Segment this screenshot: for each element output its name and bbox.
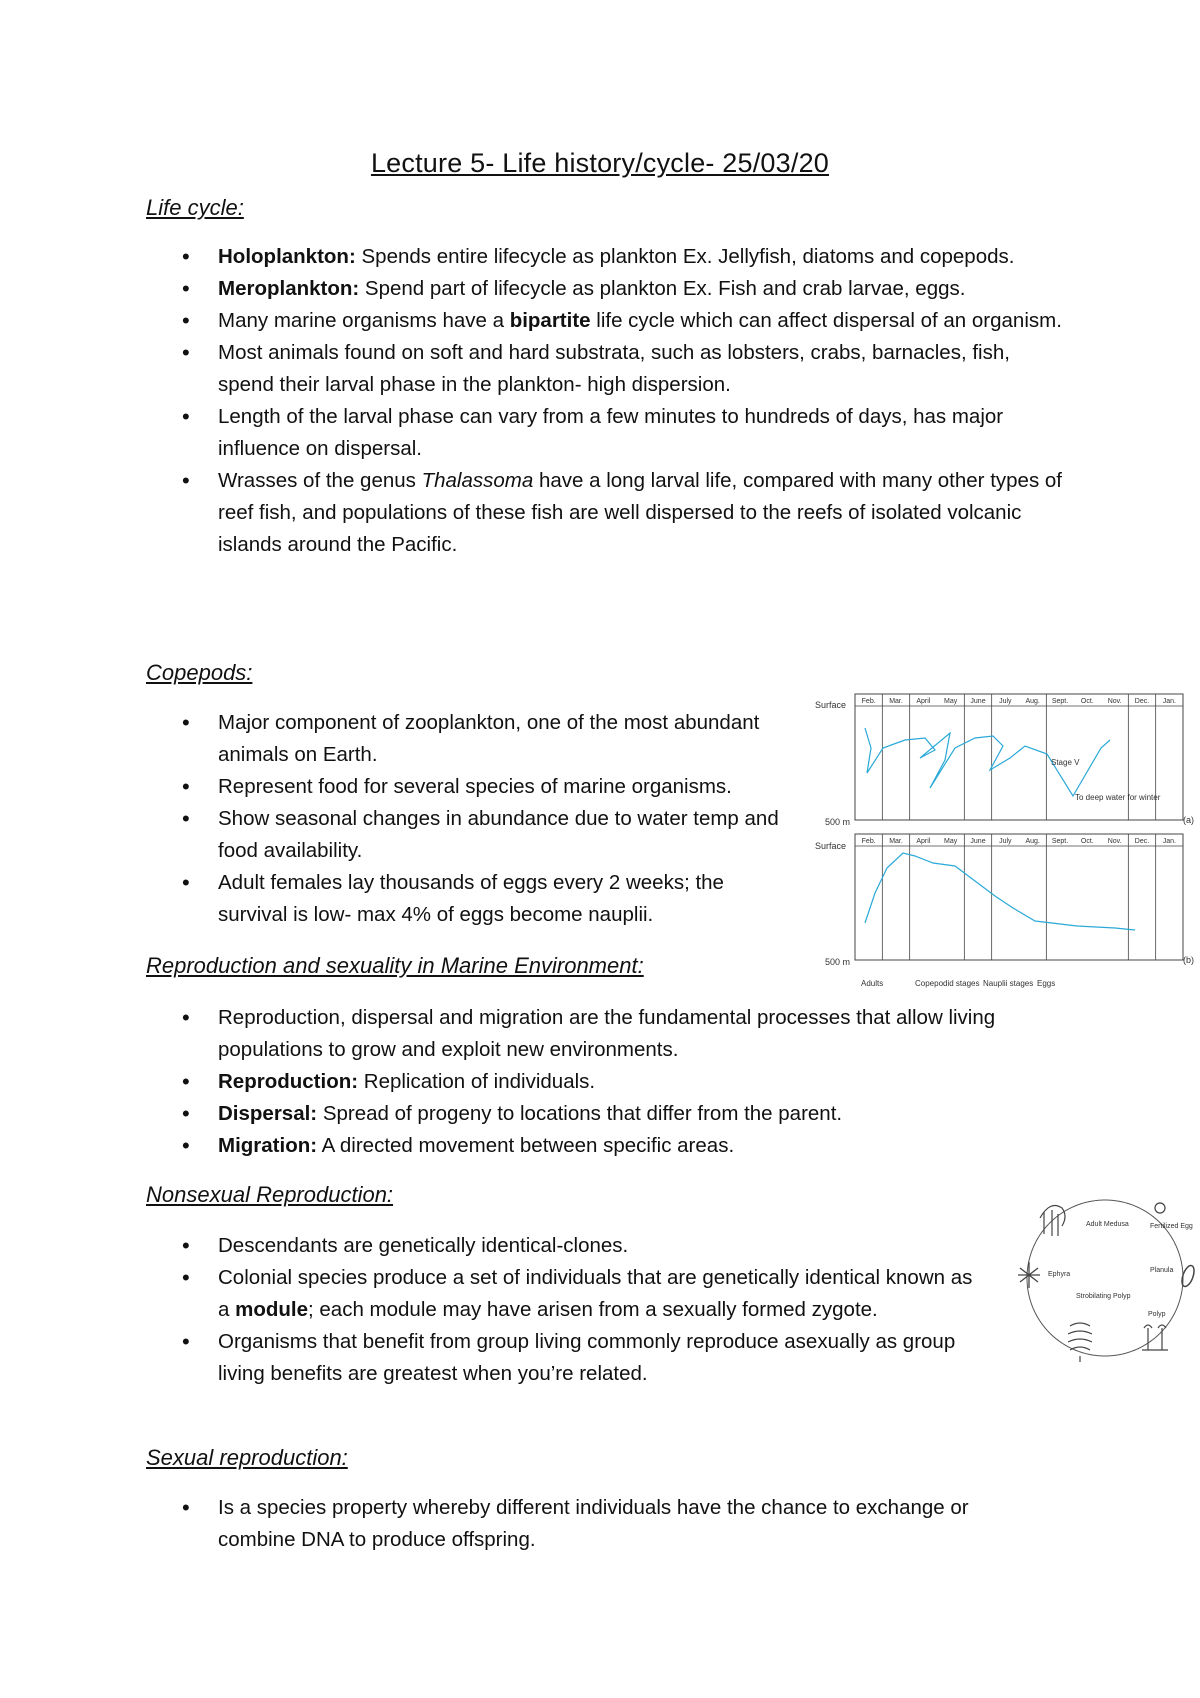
ephyra-icon xyxy=(1018,1262,1040,1288)
month-label: Jan. xyxy=(1162,838,1176,845)
month-row-b xyxy=(862,834,1176,960)
month-label: Oct. xyxy=(1080,838,1094,845)
month-label: May xyxy=(944,838,958,845)
list-item: • Length of the larval phase can vary from a few minutes to hundreds of days, has major influence on dispersal. xyxy=(146,401,1066,465)
panel-b-label: (b) xyxy=(1183,955,1194,965)
winter-label: To deep water for winter xyxy=(1075,793,1161,802)
migration-path-b xyxy=(865,853,1135,930)
list-item: • Colonial species produce a set of individuals that are genetically identical known as a module; each module may have arisen from a sexually formed zygote. xyxy=(146,1262,986,1326)
nonsexual-list xyxy=(146,1230,986,1390)
month-label: Aug. xyxy=(1025,838,1040,845)
month-label: Feb. xyxy=(861,698,876,705)
strobila-icon xyxy=(1068,1323,1092,1362)
list-item: • Represent food for several species of marine organisms. xyxy=(146,771,786,803)
month-label: April xyxy=(916,698,931,705)
sexual-list xyxy=(146,1492,1046,1556)
list-item: • Show seasonal changes in abundance due to water temp and food availability. xyxy=(146,803,786,867)
list-item: • Holoplankton: Spends entire lifecycle as plankton Ex. Jellyfish, diatoms and copepods. xyxy=(146,241,1066,273)
month-label: June xyxy=(970,838,986,845)
heading-sexual: Sexual reproduction: xyxy=(146,1445,348,1470)
month-label: Aug. xyxy=(1025,698,1040,705)
month-label: Jan. xyxy=(1162,698,1176,705)
list-item: • Is a species property whereby different individuals have the chance to exchange or combine DNA to produce offspring. xyxy=(146,1492,1046,1556)
copepods-list xyxy=(146,707,786,931)
list-item: • Descendants are genetically identical-clones. xyxy=(146,1230,986,1262)
legend-eggs: Eggs xyxy=(1037,979,1056,988)
legend-adults: Adults xyxy=(861,979,884,988)
panel-a-label: (a) xyxy=(1183,815,1194,825)
heading-reproduction: Reproduction and sexuality in Marine Environment: xyxy=(146,953,644,978)
list-item: • Adult females lay thousands of eggs every 2 weeks; the survival is low- max 4% of eggs become nauplii. xyxy=(146,867,786,931)
list-item: • Reproduction: Replication of individuals. xyxy=(146,1066,1046,1098)
list-item: • Meroplankton: Spend part of lifecycle as plankton Ex. Fish and crab larvae, eggs. xyxy=(146,273,1066,305)
legend-nauplii: Nauplii stages xyxy=(983,979,1034,988)
heading-copepods: Copepods: xyxy=(146,660,253,685)
page-title: Lecture 5- Life history/cycle- 25/03/20 xyxy=(370,148,830,178)
month-label: Nov. xyxy=(1107,838,1122,845)
list-item: • Many marine organisms have a bipartite life cycle which can affect dispersal of an organism. xyxy=(146,305,1066,337)
month-label: July xyxy=(999,698,1012,705)
month-label: Sept. xyxy=(1051,838,1069,845)
month-label: April xyxy=(916,838,931,845)
label-adult-medusa: Adult Medusa xyxy=(1086,1221,1129,1228)
panel-a xyxy=(855,694,1183,820)
heading-life-cycle: Life cycle: xyxy=(146,195,244,220)
list-item: • Most animals found on soft and hard substrata, such as lobsters, crabs, barnacles, fish, spend their larval phase in the plankton- high dispersion. xyxy=(146,337,1066,401)
label-fertilized-egg: Fertilized Egg xyxy=(1150,1223,1193,1230)
surface-label-a: Surface xyxy=(815,700,847,710)
label-ephyra: Ephyra xyxy=(1048,1271,1071,1278)
panel-b xyxy=(855,834,1183,960)
jellyfish-lifecycle-figure xyxy=(1010,1188,1200,1368)
month-label: Mar. xyxy=(889,838,903,845)
list-item: • Reproduction, dispersal and migration are the fundamental processes that allow living populations to grow and exploit new environments. xyxy=(146,1002,1046,1066)
egg-icon xyxy=(1155,1203,1165,1213)
label-polyp: Polyp xyxy=(1148,1311,1166,1318)
month-label: Dec. xyxy=(1134,698,1150,705)
depth-label-b: 500 m xyxy=(825,957,851,967)
month-label: Nov. xyxy=(1107,698,1122,705)
month-label: June xyxy=(970,698,986,705)
label-planula: Planula xyxy=(1150,1267,1174,1274)
list-item: • Organisms that benefit from group living commonly reproduce asexually as group living benefits are greatest when you’re related. xyxy=(146,1326,986,1390)
month-label: July xyxy=(999,838,1012,845)
life-cycle-list xyxy=(146,241,1066,561)
surface-label-b: Surface xyxy=(815,841,847,851)
month-label: Oct. xyxy=(1080,698,1094,705)
depth-label-a: 500 m xyxy=(825,817,851,827)
label-strobilating-polyp: Strobilating Polyp xyxy=(1076,1293,1131,1300)
month-label: Sept. xyxy=(1051,698,1069,705)
copepod-seasonal-figure xyxy=(815,688,1195,1008)
month-label: Feb. xyxy=(861,838,876,845)
month-label: May xyxy=(944,698,958,705)
reproduction-list xyxy=(146,1002,1046,1162)
list-item: • Wrasses of the genus Thalassoma have a long larval life, compared with many other types of reef fish, and populations of these fish are well dispersed to the reefs of isolated volcanic islands around the Pacific. xyxy=(146,465,1066,561)
legend-copepodid: Copepodid stages xyxy=(915,979,980,988)
list-item: • Dispersal: Spread of progeny to locations that differ from the parent. xyxy=(146,1098,1046,1130)
figure-legend xyxy=(861,979,1055,988)
list-item: • Migration: A directed movement between specific areas. xyxy=(146,1130,1046,1162)
list-item: • Major component of zooplankton, one of the most abundant animals on Earth. xyxy=(146,707,786,771)
heading-nonsexual: Nonsexual Reproduction: xyxy=(146,1182,394,1207)
medusa-icon xyxy=(1040,1206,1065,1236)
month-label: Mar. xyxy=(889,698,903,705)
month-label: Dec. xyxy=(1134,838,1150,845)
stage-label: Stage V xyxy=(1051,758,1080,767)
